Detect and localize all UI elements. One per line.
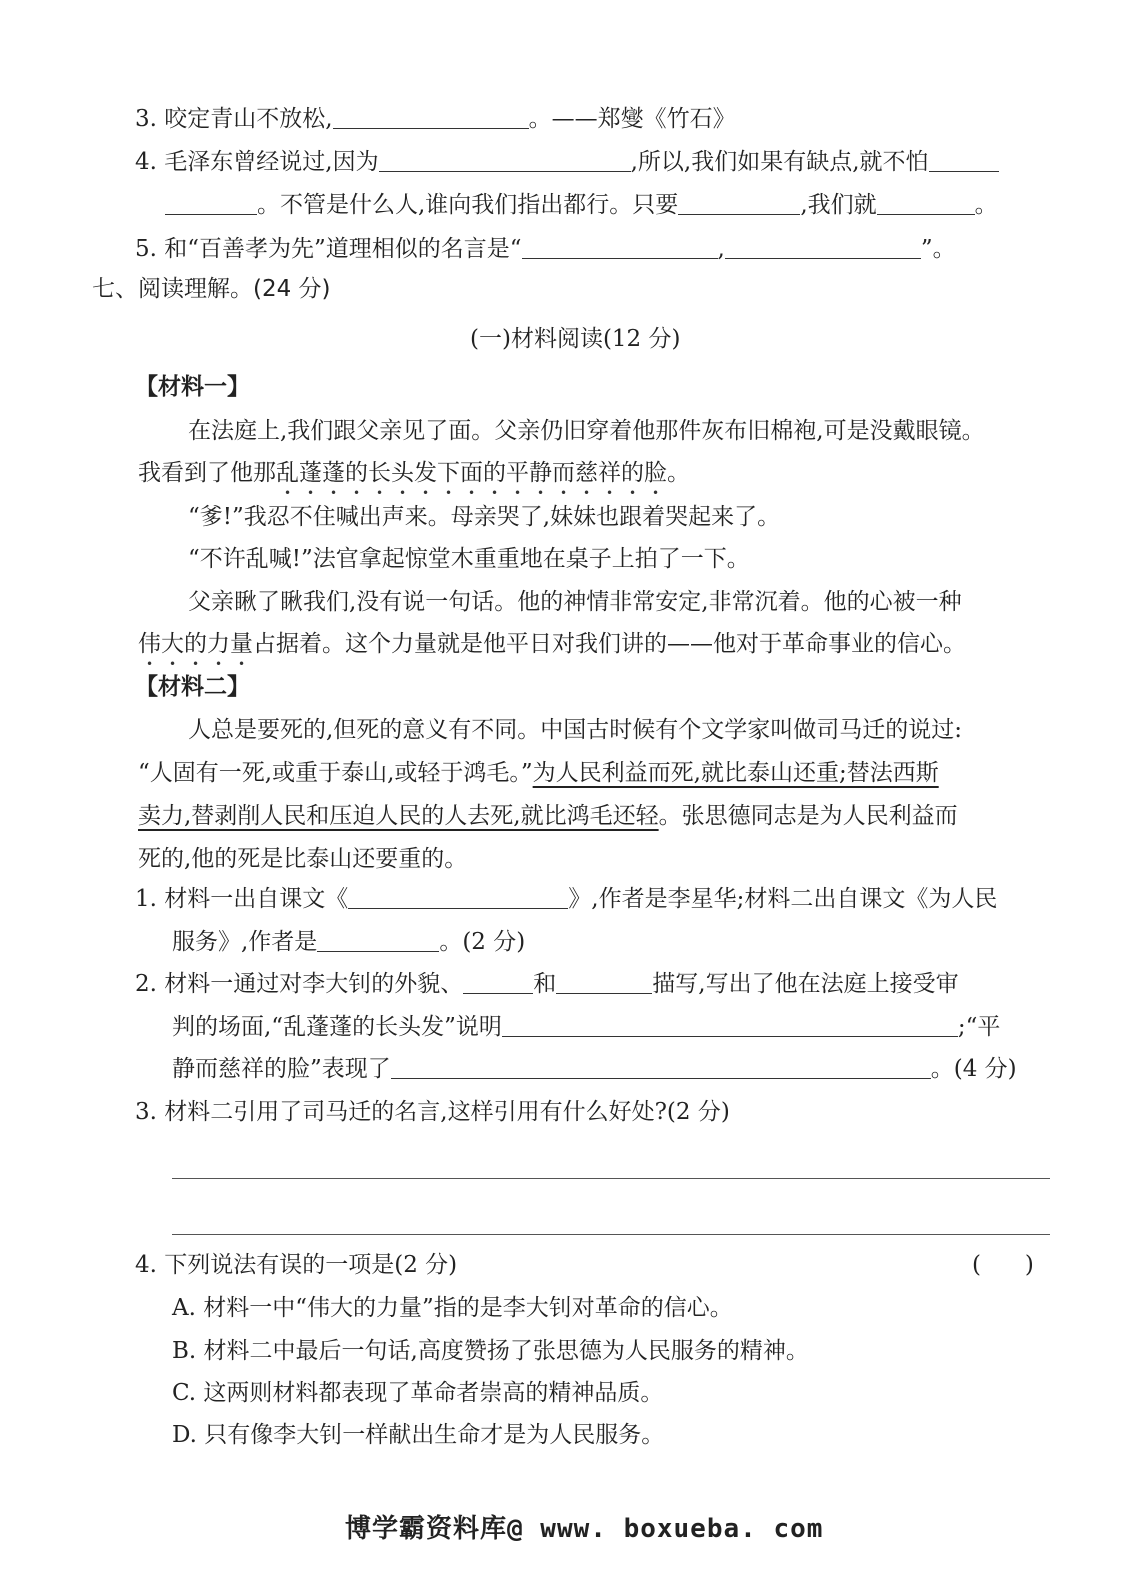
question-text: 下列说法有误的一项是(2 分) (164, 1252, 458, 1278)
fill-item-5 (135, 232, 956, 266)
paragraph-text: 占据着。这个力量就是他平日对我们讲的——他对于革命事业的信心。 (253, 631, 966, 657)
answer-blank[interactable] (317, 927, 439, 952)
answer-blank[interactable] (165, 190, 257, 215)
answer-blank[interactable] (348, 884, 568, 909)
material-1-paragraph: 在法庭上,我们跟父亲见了面。父亲仍旧穿着他那件灰布旧棉袍,可是没戴眼镜。 (188, 418, 985, 444)
wavy-underlined-text: 为人民利益而死,就比泰山还重;替法西斯 (532, 760, 939, 786)
material-1-label: 【材料一】 (135, 374, 250, 400)
answer-blank[interactable] (556, 969, 652, 994)
section-title: 七、阅读理解。(24 分) (92, 276, 331, 302)
material-2-paragraph (138, 799, 958, 833)
question-1-cont (172, 925, 525, 959)
answer-parentheses[interactable]: ( ) (972, 1252, 1034, 1278)
material-1-paragraph (138, 627, 966, 671)
paragraph-text: “人固有一死,或重于泰山,或轻于鸿毛。” (138, 760, 533, 786)
item-text: 咬定青山不放松, (164, 106, 333, 132)
question-2-cont (172, 1010, 1000, 1044)
material-2-label: 【材料二】 (135, 674, 250, 700)
question-number: 1. (135, 886, 157, 912)
item-text: ,我们就 (800, 192, 877, 218)
option-c: C. 这两则材料都表现了革命者崇高的精神品质。 (172, 1380, 664, 1406)
option-b: B. 材料二中最后一句话,高度赞扬了张思德为人民服务的精神。 (172, 1338, 809, 1364)
material-1-paragraph (138, 456, 690, 500)
question-text: 和 (533, 971, 557, 997)
item-number: 5. (135, 236, 157, 262)
question-1 (135, 882, 997, 916)
answer-line[interactable] (172, 1178, 1050, 1179)
question-text: 服务》,作者是 (172, 929, 318, 955)
question-3 (135, 1095, 730, 1129)
fill-item-4-cont (165, 188, 998, 222)
question-text: 材料一通过对李大钊的外貌、 (164, 971, 464, 997)
material-2-paragraph: 人总是要死的,但死的意义有不同。中国古时候有个文学家叫做司马迁的说过: (188, 717, 963, 743)
fill-item-3 (135, 102, 736, 136)
emphasized-text: 伟大的力量 (138, 631, 253, 657)
emphasized-text: 乱蓬蓬的长头发下面的平静而慈祥的脸 (276, 460, 667, 486)
question-text: 描写,写出了他在法庭上接受审 (652, 971, 959, 997)
question-number: 2. (135, 971, 157, 997)
footer-watermark: 博学霸资料库@ www. boxueba. com (345, 1514, 824, 1544)
item-text: 和“百善孝为先”道理相似的名言是“ (164, 236, 522, 262)
item-text: 。不管是什么人,谁向我们指出都行。只要 (257, 192, 679, 218)
question-text: 材料一出自课文《 (164, 886, 349, 912)
material-2-paragraph: 死的,他的死是比泰山还要重的。 (138, 846, 468, 872)
option-a: A. 材料一中“伟大的力量”指的是李大钊对革命的信心。 (172, 1295, 733, 1321)
material-1-paragraph: “不许乱喊!”法官拿起惊堂木重重地在桌子上拍了一下。 (188, 546, 750, 572)
answer-blank[interactable] (522, 234, 718, 259)
material-1-paragraph: 父亲瞅了瞅我们,没有说一句话。他的神情非常安定,非常沉着。他的心被一种 (188, 589, 962, 615)
paragraph-text: 。张思德同志是为人民利益而 (658, 803, 958, 829)
answer-blank[interactable] (678, 190, 800, 215)
question-2 (135, 967, 959, 1001)
answer-blank[interactable] (725, 234, 921, 259)
answer-blank[interactable] (463, 969, 533, 994)
option-d: D. 只有像李大钊一样献出生命才是为人民服务。 (172, 1422, 665, 1448)
item-number: 3. (135, 106, 157, 132)
item-number: 4. (135, 149, 157, 175)
item-text: ”。 (920, 236, 956, 262)
question-number: 3. (135, 1099, 157, 1125)
answer-blank[interactable] (379, 147, 631, 172)
answer-blank[interactable] (502, 1012, 958, 1037)
item-text: 。 (974, 192, 998, 218)
item-text: , (717, 236, 725, 262)
item-text: 毛泽东曾经说过,因为 (164, 149, 379, 175)
answer-blank[interactable] (391, 1054, 931, 1079)
question-text: 静而慈祥的脸”表现了 (172, 1056, 391, 1082)
material-2-paragraph (138, 756, 939, 790)
item-text: ,所以,我们如果有缺点,就不怕 (630, 149, 929, 175)
question-number: 4. (135, 1252, 157, 1278)
wavy-underlined-text: 卖力,替剥削人民和压迫人民的人去死,就比鸿毛还轻 (138, 803, 659, 829)
question-text: 材料二引用了司马迁的名言,这样引用有什么好处?(2 分) (164, 1099, 730, 1125)
paragraph-text: 。 (667, 460, 690, 486)
question-2-cont (172, 1052, 1017, 1086)
answer-blank[interactable] (877, 190, 975, 215)
answer-blank[interactable] (333, 104, 529, 129)
answer-blank[interactable] (929, 147, 999, 172)
material-1-paragraph: “爹!”我忍不住喊出声来。母亲哭了,妹妹也跟着哭起来了。 (188, 504, 781, 530)
paragraph-text: 我看到了他那 (138, 460, 276, 486)
question-text: ;“平 (957, 1014, 1001, 1040)
fill-item-4 (135, 145, 999, 179)
answer-line[interactable] (172, 1234, 1050, 1235)
item-text: 。——郑燮《竹石》 (528, 106, 736, 132)
question-text: 。(4 分) (930, 1056, 1017, 1082)
question-4 (135, 1248, 457, 1282)
question-text: 。(2 分) (439, 929, 526, 955)
sub-title: (一)材料阅读(12 分) (470, 326, 681, 352)
question-text: 判的场面,“乱蓬蓬的长头发”说明 (172, 1014, 502, 1040)
question-text: 》,作者是李星华;材料二出自课文《为人民 (568, 886, 998, 912)
